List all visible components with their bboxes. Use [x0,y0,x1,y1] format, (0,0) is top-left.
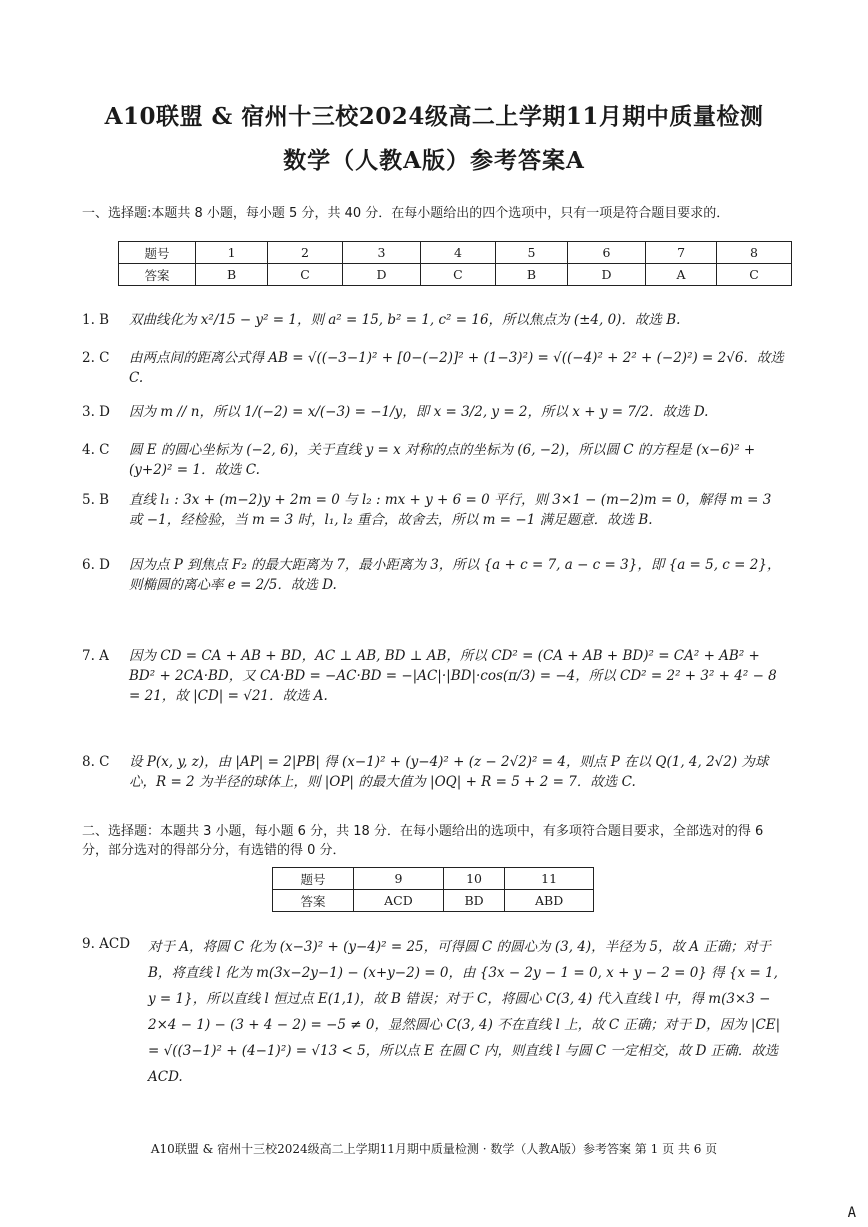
solution-number: 3. D [82,404,110,420]
table-cell: BD [443,890,504,912]
corner-mark: A [847,1205,856,1221]
solution-text: 设 P(x, y, z)，由 |AP| = 2|PB| 得 (x−1)² + (y−4)² + (z − 2√2)² = 4，则点 P 在以 Q(1, 4, 2√2) 为球心，R = 2 为半径的球体上，则 |OP| 的最大值为 |OQ| + R = 5 + 2 = 7．故选 C. [129,754,769,790]
table-row [119,264,792,286]
solution-text: 因为点 P 到焦点 F₂ 的最大距离为 7，最小距离为 3，所以 {a + c = 7, a − c = 3}，即 {a = 5, c = 2}，则椭圆的离心率 e = 2/5．故选 D. [129,557,781,593]
table-cell: ABD [505,890,594,912]
solution-text: 圆 E 的圆心坐标为 (−2, 6)，关于直线 y = x 对称的点的坐标为 (6, −2)，所以圆 C 的方程是 (x−6)² + (y+2)² = 1．故选 C. [129,442,756,478]
solution-text: 双曲线化为 x²/15 − y² = 1，则 a² = 15, b² = 1, c² = 16，所以焦点为 (±4, 0)．故选 B. [129,312,681,328]
solution-text: 因为 m // n，所以 1/(−2) = x/(−3) = −1/y，即 x = 3/2, y = 2，所以 x + y = 7/2．故选 D. [129,404,709,420]
table-cell: C [421,264,496,286]
solution-number: 9. ACD [82,936,131,952]
table-cell: A [646,264,717,286]
table-cell: 2 [268,242,343,264]
table-cell: B [495,264,567,286]
table-row [273,868,594,890]
solution-number: 7. A [82,648,109,664]
solution-number: 6. D [82,557,110,573]
table-cell: 8 [717,242,792,264]
solution-number: 2. C [82,350,110,366]
answer-table-1 [118,241,792,286]
table-row [273,890,594,912]
table-header-cell: 题号 [119,242,196,264]
table-cell: D [342,264,420,286]
section1-instructions: 一、选择题:本题共 8 小题，每小题 5 分，共 40 分．在每小题给出的四个选项中，只有一项是符合题目要求的． [82,206,730,221]
solution-number: 1. B [82,312,110,328]
table-cell: 1 [196,242,268,264]
table-cell: ACD [354,890,444,912]
table-header-cell: 答案 [273,890,354,912]
page-footer: A10联盟 & 宿州十三校2024级高二上学期11月期中质量检测 · 数学（人教A版）参考答案 第 1 页 共 6 页 [150,1142,718,1156]
table-cell: C [717,264,792,286]
table-cell: 3 [342,242,420,264]
table-cell: D [567,264,645,286]
solution-text: 对于 A，将圆 C 化为 (x−3)² + (y−4)² = 25，可得圆 C 的圆心为 (3, 4)，半径为 5，故 A 正确；对于 B，将直线 l 化为 m(3x−2y−1) − (x+y−2) = 0，由 {3x − 2y − 1 = 0, x + y − 2 = 0} 得 {x = 1, y = 1}，所以直线 l 恒过点 E(1,1)，故 B 错误；对于 C，将圆心 C(3, 4) 代入直线 l 中，得 m(3×3 − 2×4 − 1) − (3 + 4 − 2) = −5 ≠ 0，显然圆心 C(3, 4) 不在直线 l 上，故 C 正确；对于 D，因为 |CE| = √((3−1)² + (4−1)²) = √13 < 5，所以点 E 在圆 C 内，则直线 l 与圆 C 一定相交，故 D 正确．故选 ACD. [148,939,781,1085]
page-subtitle: 数学（人教A版）参考答案A [283,147,585,174]
table-header-cell: 答案 [119,264,196,286]
table-cell: 5 [495,242,567,264]
table-row [119,242,792,264]
table-cell: C [268,264,343,286]
solution-text: 直线 l₁ : 3x + (m−2)y + 2m = 0 与 l₂ : mx + y + 6 = 0 平行，则 3×1 − (m−2)m = 0，解得 m = 3 或 −1，经检验，当 m = 3 时，l₁, l₂ 重合，故舍去，所以 m = −1 满足题意．故选 B. [129,492,772,528]
table-cell: 10 [443,868,504,890]
table-cell: 7 [646,242,717,264]
page-title: A10联盟 & 宿州十三校2024级高二上学期11月期中质量检测 [104,103,764,130]
solution-text: 由两点间的距离公式得 AB = √((−3−1)² + [0−(−2)]² + (1−3)²) = √((−4)² + 2² + (−2)²) = 2√6．故选 C. [129,350,784,386]
table-cell: 4 [421,242,496,264]
solution-text: 因为 CD = CA + AB + BD，AC ⊥ AB, BD ⊥ AB，所以 CD² = (CA + AB + BD)² = CA² + AB² + BD² + 2CA·BD，又 CA·BD = −AC·BD = −|AC|·|BD|·cos(π/3) = −4，所以 CD² = 2² + 3² + 4² − 8 = 21，故 |CD| = √21．故选 A. [129,648,777,704]
table-header-cell: 题号 [273,868,354,890]
section2-instructions: 二、选择题：本题共 3 小题，每小题 6 分，共 18 分．在每小题给出的选项中，有多项符合题目要求，全部选对的得 6 分，部分选对的得部分分，有选错的得 0 分． [82,824,764,858]
table-cell: 9 [354,868,444,890]
table-cell: 6 [567,242,645,264]
solution-number: 4. C [82,442,110,458]
table-cell: B [196,264,268,286]
answer-table-2 [272,867,594,912]
table-cell: 11 [505,868,594,890]
solution-number: 8. C [82,754,110,770]
solution-number: 5. B [82,492,110,508]
